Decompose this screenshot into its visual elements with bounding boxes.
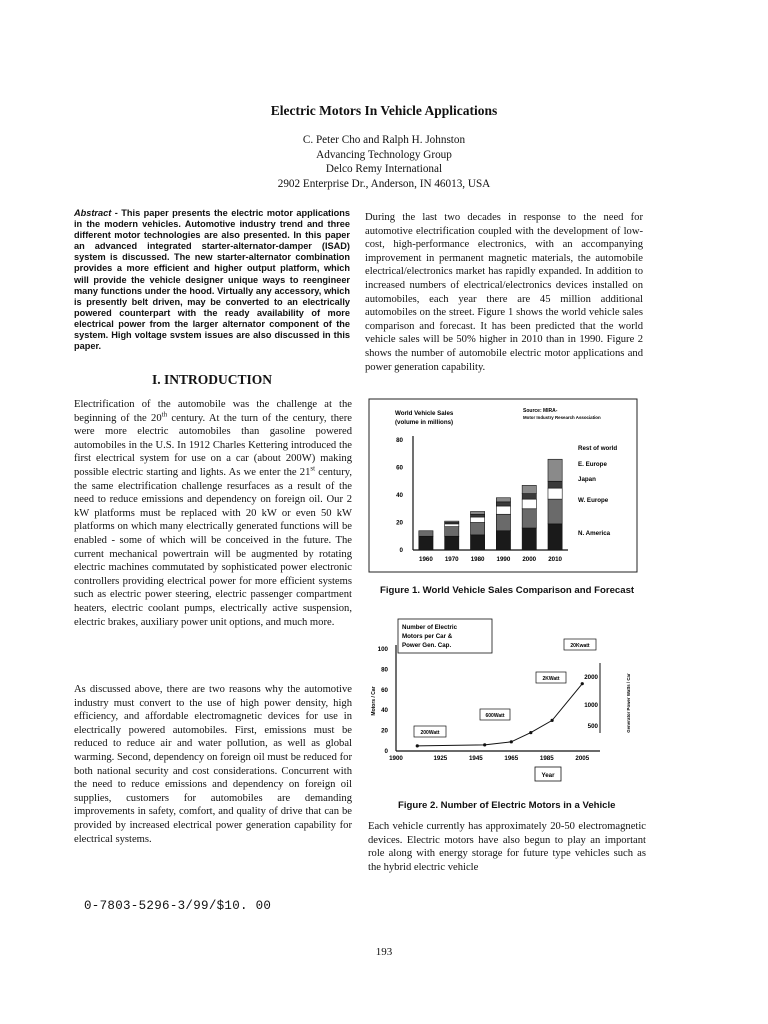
fig1-bar-segment xyxy=(419,531,433,537)
fig2-x-tick-label: 1965 xyxy=(504,755,519,762)
fig2-data-point xyxy=(483,743,486,746)
fig1-legend-label: Japan xyxy=(578,476,596,483)
fig2-x-tick-label: 1900 xyxy=(389,755,403,762)
fig1-bar-segment xyxy=(496,531,510,550)
fig1-bar-segment xyxy=(548,524,562,550)
fig1-subtitle: (volume in millions) xyxy=(395,419,454,426)
fig1-bar-segment xyxy=(548,481,562,488)
right-paragraph-2: Each vehicle currently has approximately 20-50 electromagnetic devices. Electric motors have also begun to play an important role along with energy storage for future type vehicles such as the hybrid electric vehicle xyxy=(368,821,646,873)
address: 2902 Enterprise Dr., Anderson, IN 46013, USA xyxy=(277,177,491,190)
fig1-y-tick-label: 80 xyxy=(396,437,403,444)
fig1-bar-segment xyxy=(548,488,562,499)
fig1-x-tick-label: 1970 xyxy=(444,556,459,563)
fig1-y-tick-label: 60 xyxy=(396,464,403,472)
right-paragraph-1: During the last two decades in response to the need for automotive electrification coupled with the development of low-cost, high-performance electronics, with an accompanying improvement in permanent magnetic materials, the automobile electrical/electronics market has rapidly expanded. In addition to increased numbers of electrical/electronics devices installed on automobiles, each year there are 45 million additional automobiles on the street. Figure 1 shows the world vehicle sales comparison and forecast. It has been predicted that the world vehicle sales will be 50% higher in 2010 than in 1990. Figure 2 shows the number of automobile electric motor applications and power generation capability. xyxy=(365,212,643,373)
fig1-x-tick-label: 2010 xyxy=(548,556,562,563)
fig2-y2-tick-label: 500 xyxy=(587,723,598,730)
fig2-y-axis-label: Motors / Car xyxy=(371,686,377,716)
fig1-bar-segment xyxy=(445,524,459,527)
superscript: st xyxy=(310,464,316,473)
fig2-x-tick-label: 1945 xyxy=(468,755,483,762)
fig1-bar-segment xyxy=(522,494,536,500)
figure-1-chart xyxy=(368,398,638,573)
fig2-x-axis-label: Year xyxy=(541,772,555,779)
fig2-data-point xyxy=(581,682,584,685)
fig2-annotation-label: 20Kwatt xyxy=(570,643,590,649)
fig2-y-tick-label: 40 xyxy=(381,707,388,715)
fig2-legend-line: Number of Electric xyxy=(402,624,458,631)
superscript: th xyxy=(161,410,168,419)
fig1-y-tick-label: 20 xyxy=(396,519,403,527)
fig2-y-tick-label: 80 xyxy=(381,666,388,674)
fig1-bar-segment xyxy=(419,536,433,550)
copyright-code: 0-7803-5296-3/99/$10. 00 xyxy=(84,899,272,913)
fig1-bar-segment xyxy=(548,459,562,481)
fig1-source-2: Motor Industry Research Association xyxy=(523,415,601,420)
fig2-data-point xyxy=(416,744,419,747)
fig1-bar-segment xyxy=(470,514,484,517)
fig2-x-tick-label: 2005 xyxy=(575,755,590,762)
fig1-bar-segment xyxy=(496,498,510,502)
fig1-x-tick-label: 1980 xyxy=(470,556,485,563)
fig1-x-tick-label: 1990 xyxy=(496,556,511,563)
fig1-bar-segment xyxy=(496,514,510,531)
fig2-x-tick-label: 1985 xyxy=(539,755,554,762)
abstract-label: Abstract xyxy=(74,208,112,218)
intro-paragraph-1 xyxy=(74,398,352,629)
fig2-annotation-label: 2KWatt xyxy=(542,676,560,682)
fig1-source: Source: MIRA- xyxy=(523,408,558,414)
figure-2-caption: Figure 2. Number of Electric Motors in a Vehicle xyxy=(398,800,616,811)
group: Advancing Technology Group xyxy=(316,148,452,161)
fig2-data-point xyxy=(529,731,532,734)
fig1-bar-segment xyxy=(496,506,510,514)
fig1-bar-segment xyxy=(470,523,484,535)
fig2-x-tick-label: 1925 xyxy=(433,755,448,762)
intro-text-a: Electrification of the automobile was the challenge at the beginning of the 20 xyxy=(74,399,352,424)
fig1-x-tick-label: 2000 xyxy=(522,556,537,563)
fig2-y-tick-label: 20 xyxy=(381,727,388,735)
fig1-bar-segment xyxy=(445,521,459,522)
fig1-bar-segment xyxy=(470,517,484,523)
fig1-bar-segment xyxy=(470,512,484,515)
intro-text-c: century, the same electrification challenge resurfaces as a result of the need to reduce emissions and dependency on foreign oil. Our 2 kW platforms must be replaced with 20 kW or even 50 kW platforms on which many electrically generated functions will be enabled - some of which will be conceived in the future. The current mechanical powertrain will be augmented by rotating electric machines commutated by sophisticated power electronic controllers providing electrical power for more efficient systems such as electric power steering, electric passenger compartment heaters, electric coolant pumps, electrically active suspension, electric brakes, auxiliary power unit options, and much more. xyxy=(74,466,352,628)
paper-title: Electric Motors In Vehicle Applications xyxy=(270,103,498,118)
fig2-y2-tick-label: 2000 xyxy=(584,674,598,681)
intro-text-b: century. At the turn of the century, there were more electric automobiles than gasoline powered automobiles in the U.S. In 1912 Charles Kettering introduced the first electrical system for use on a car (about 200W) making possible electric starting and lights. As we enter the 21 xyxy=(74,412,352,478)
fig2-annotation-label: 200Watt xyxy=(420,730,440,736)
abstract-text: - This paper presents the electric motor applications in the modern vehicles. Automotive industry trend and three different motor technologies are also presented. In this paper an advanced integrated starter-alternator-damper (ISAD) system is discussed. The new starter-alternator combination provides a more efficient and higher output platform, which will provide the vehicle designer unique ways to reengineer many functions under the hood. Virtually any accessory, which is presently belt driven, may be converted to an electrically powered counterpart with the ready availability of more electrical power from the larger alternator component of the system. High voltage svstem issues are also discussed in this paper. xyxy=(74,208,350,352)
section-heading-introduction: I. INTRODUCTION xyxy=(151,372,273,387)
fig2-y2-tick-label: 1000 xyxy=(584,702,598,709)
page-number: 193 xyxy=(375,946,393,958)
intro-paragraph-2: As discussed above, there are two reasons why the automotive industry must convert to the use of high power density, high efficiency, and affordable electromagnetic devices for use in electrically powered automobiles. First, emissions must be reduced to reduce air and water pollution, as well as global warming. Second, dependency on foreign oil must be reduced for both national security and cost considerations. Concurrent with the need to reduce emissions and dependency on foreign oil supplies, customers for automobiles are demanding improvements in safety, comfort, and quality of drive that can be provided by increased electrical power generation capability for electrical systems. xyxy=(74,684,352,845)
fig1-legend-label: E. Europe xyxy=(578,461,607,468)
fig1-bar-segment xyxy=(522,499,536,509)
fig1-x-tick-label: 1960 xyxy=(419,556,433,563)
fig1-y-tick-label: 0 xyxy=(399,547,403,554)
fig1-bar-segment xyxy=(522,528,536,550)
authors: C. Peter Cho and Ralph H. Johnston xyxy=(302,134,466,146)
fig2-y-tick-label: 0 xyxy=(384,748,388,755)
figure-1-caption: Figure 1. World Vehicle Sales Comparison and Forecast xyxy=(380,585,635,596)
fig2-y-tick-label: 100 xyxy=(377,646,388,653)
fig1-bar-segment xyxy=(445,527,459,537)
fig2-legend-line: Power Gen. Cap. xyxy=(402,642,452,649)
fig1-y-tick-label: 40 xyxy=(396,492,403,499)
fig2-legend-line: Motors per Car & xyxy=(402,633,453,640)
fig1-bar-segment xyxy=(496,502,510,506)
figure-2-chart xyxy=(368,613,638,785)
fig1-bar-segment xyxy=(522,485,536,493)
fig2-data-point xyxy=(551,719,554,722)
fig2-y2-axis-label: Generator Power Watts / Car xyxy=(626,673,631,733)
fig2-data-point xyxy=(510,740,513,743)
fig1-bar-segment xyxy=(445,536,459,550)
fig1-bar-segment xyxy=(548,499,562,524)
fig1-legend-label: W. Europe xyxy=(578,497,609,504)
fig1-bar-segment xyxy=(522,509,536,528)
author-block xyxy=(0,133,768,191)
fig2-annotation-label: 600Watt xyxy=(485,713,505,719)
fig2-y-tick-label: 60 xyxy=(381,686,388,694)
abstract xyxy=(74,208,350,352)
fig1-legend-label: N. America xyxy=(578,530,611,537)
fig1-bar-segment xyxy=(470,535,484,550)
fig1-title: World Vehicle Sales xyxy=(395,410,454,417)
organization: Delco Remy International xyxy=(325,163,443,175)
fig1-legend-label: Rest of world xyxy=(578,445,618,452)
